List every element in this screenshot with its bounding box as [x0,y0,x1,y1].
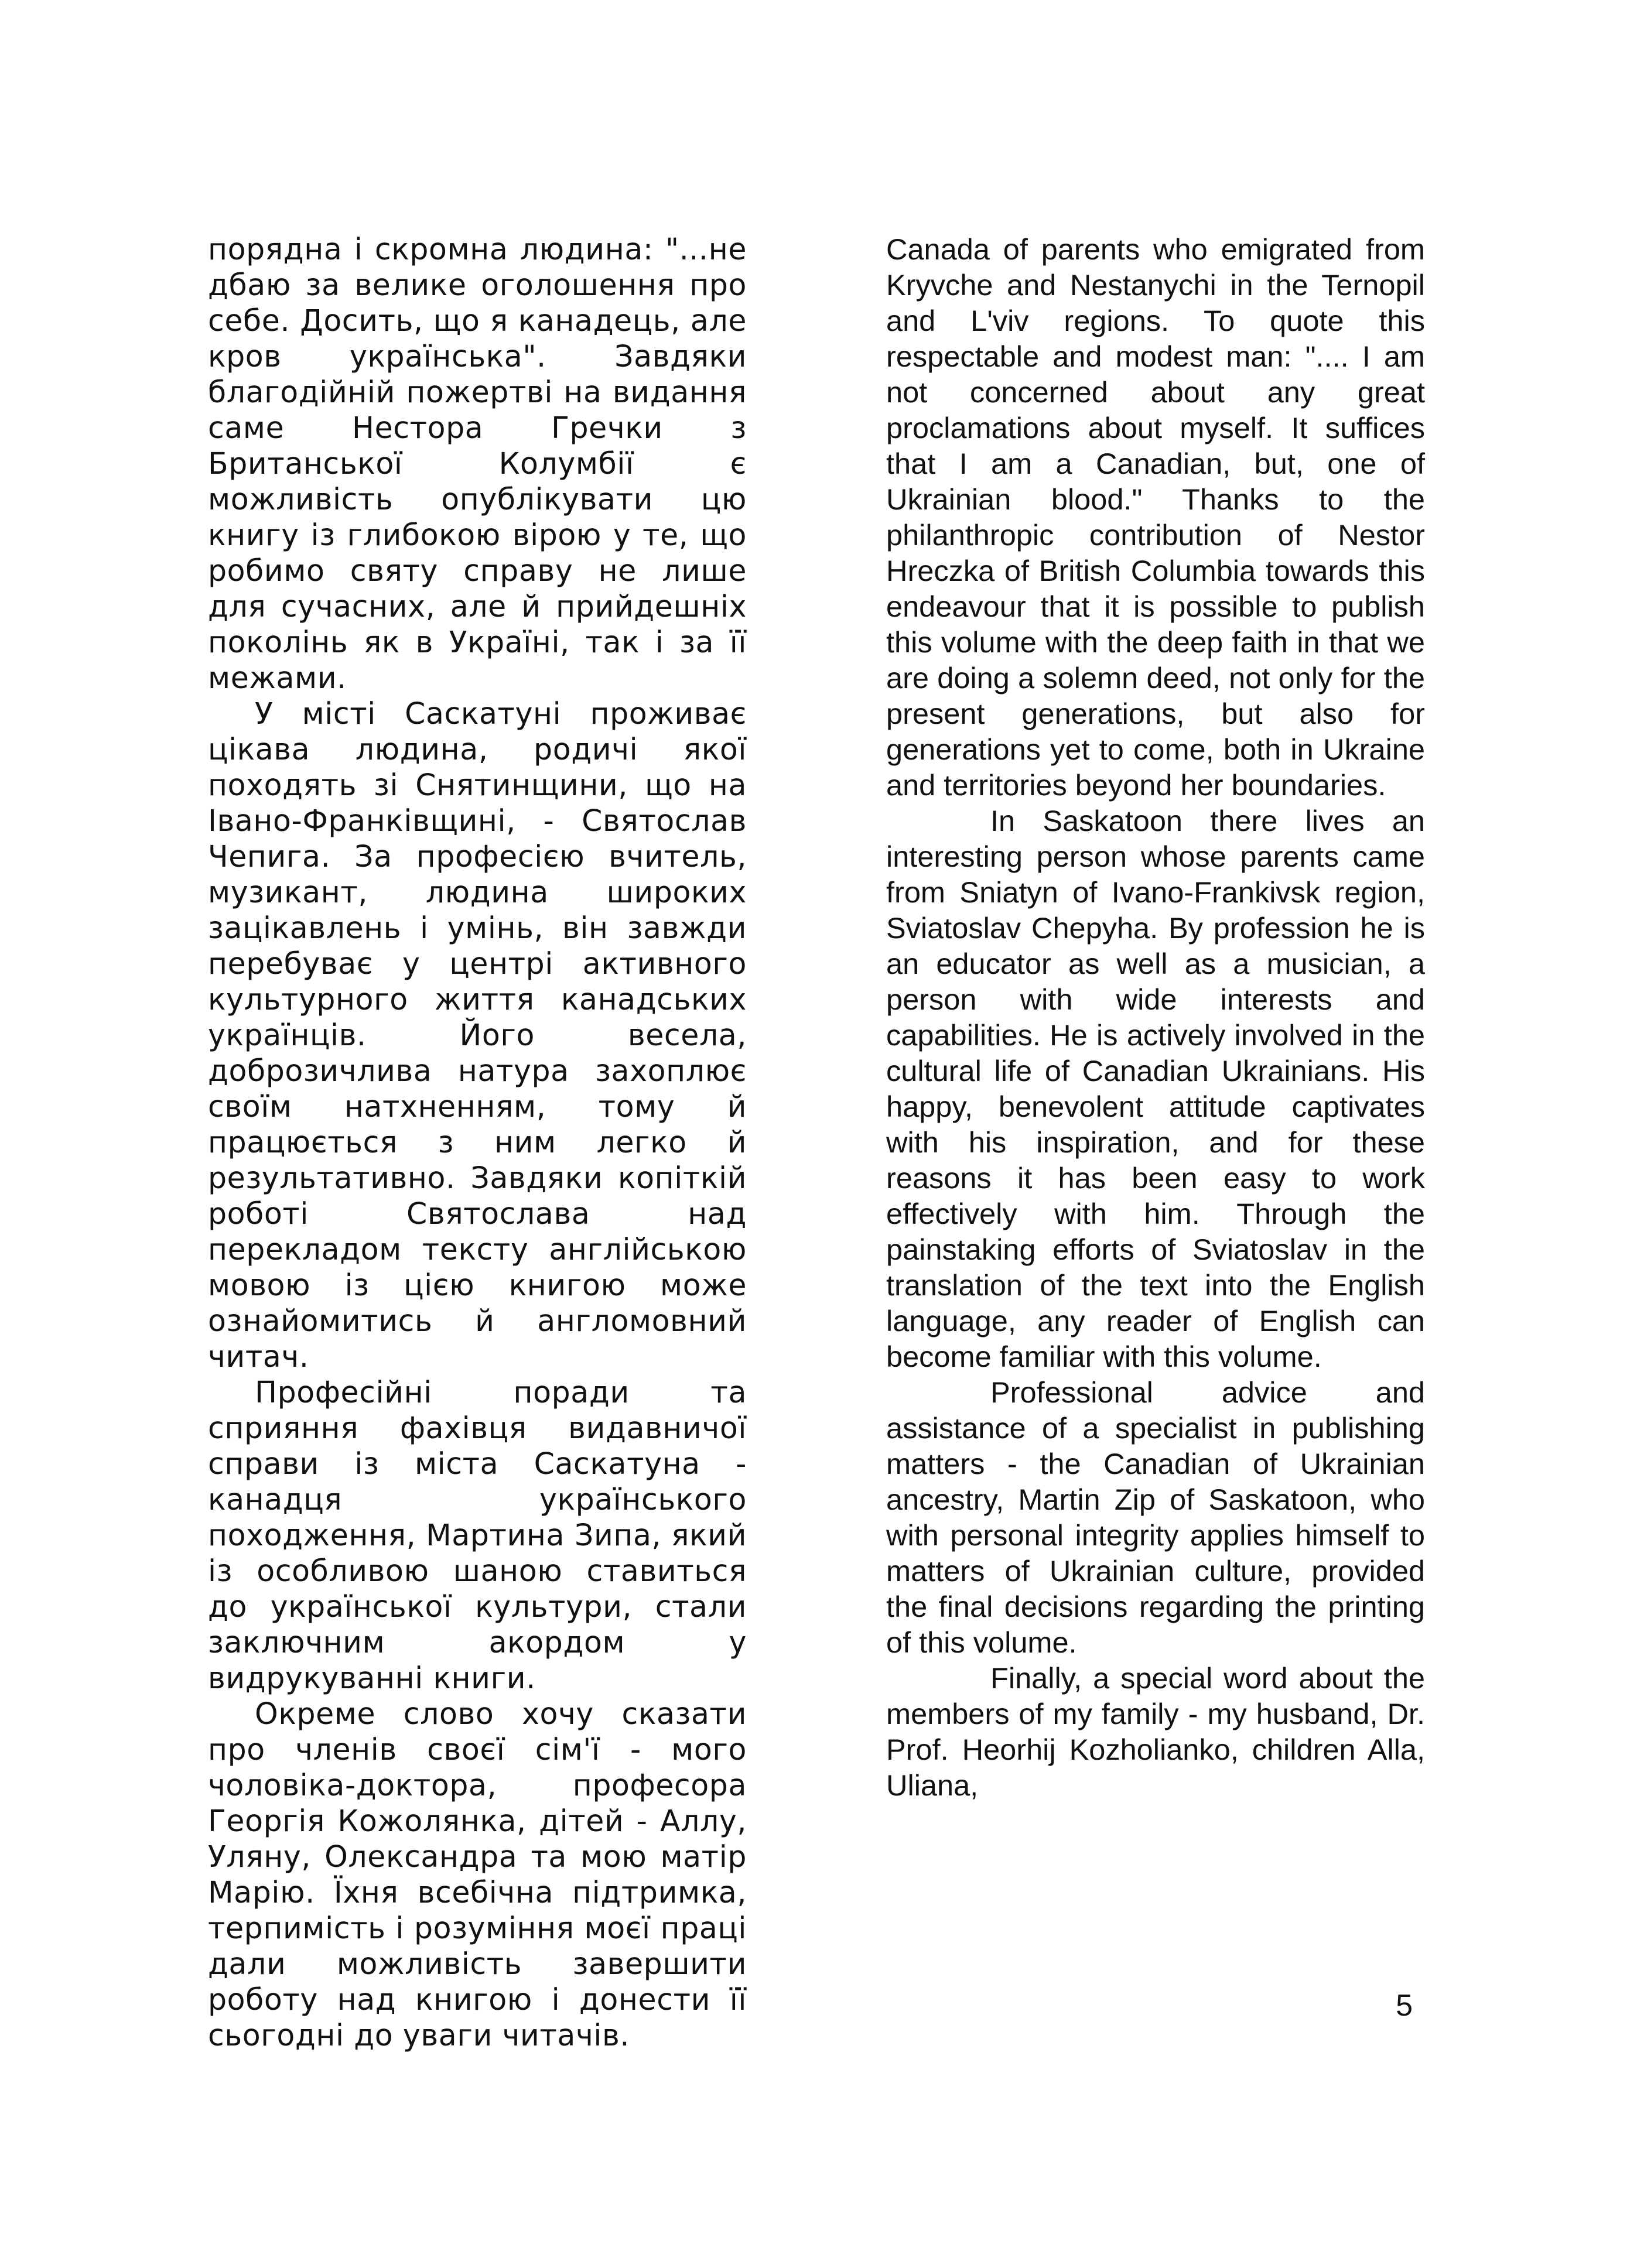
page-number: 5 [1396,1989,1413,2023]
ukrainian-paragraph-1: порядна і скромна людина: "...не дбаю за велике оголошення про себе. Досить, що я канадець, але кров українська". Завдяки благодійній пожертві на видання саме Нестора Гречки з Британської Колумбії є можливість опублікувати цю книгу із глибокою вірою у те, що робимо святу справу не лише для сучасних, але й прийдешніх поколінь як в Україні, так і за її межами. [208,232,747,695]
ukrainian-text-column [208,231,747,2053]
ukrainian-paragraph-3: Професійні поради та сприяння фахівця видавничої справи із міста Саскатуна - канадця українського походження, Мартина Зипа, який із особливою шаною ставиться до української культури, стали заключним акордом у видрукуванні книги. [208,1375,747,1695]
english-paragraph-1: Canada of parents who emigrated from Kryvche and Nestanychi in the Ternopil and L'viv regions. To quote this respectable and modest man: ".... I am not concerned about any great proclamations about myself. It suffices that I am a Canadian, but, one of Ukrainian blood." Thanks to the philanthropic contribution of Nestor Hreczka of British Columbia towards this endeavour that it is possible to publish this volume with the deep faith in that we are doing a solemn deed, not only for the present generations, but also for generations yet to come, both in Ukraine and territories beyond her boundaries. [886,232,1425,802]
ukrainian-paragraph-2: У місті Саскатуні проживає цікава людина, родичі якої походять зі Снятинщини, що на Івано-Франківщині, - Святослав Чепига. За професією вчитель, музикант, людина широких зацікавлень і умінь, він завжди перебуває у центрі активного культурного життя канадських українців. Його весела, доброзичлива натура захоплює своїм натхненням, тому й працюється з ним легко й результативно. Завдяки копіткій роботі Святослава над перекладом тексту англійською мовою із цією книгою може ознайомитись й англомовний читач. [208,696,747,1374]
english-paragraph-3: Professional advice and assistance of a specialist in publishing matters - the Canadian of Ukrainian ancestry, Martin Zip of Saskatoon, who with personal integrity applies himself to matters of Ukrainian culture, provided the final decisions regarding the printing of this volume. [886,1376,1425,1659]
english-paragraph-2: In Saskatoon there lives an interesting person whose parents came from Sniatyn of Ivano-Frankivsk region, Sviatoslav Chepyha. By profession he is an educator as well as a musician, a person with wide interests and capabilities. He is actively involved in the cultural life of Canadian Ukrainians. His happy, benevolent attitude captivates with his inspiration, and for these reasons it has been easy to work effectively with him. Through the painstaking efforts of Sviatoslav in the translation of the text into the English language, any reader of English can become familiar with this volume. [886,804,1425,1373]
english-text-column [886,231,1425,1803]
ukrainian-paragraph-4: Окреме слово хочу сказати про членів своєї сім'ї - мого чоловіка-доктора, професора Георгія Кожолянка, дітей - Аллу, Уляну, Олександра та мою матір Марію. Їхня всебічна підтримка, терпимість і розуміння моєї праці дали можливість завершити роботу над книгою і донести її сьогодні до уваги читачів. [208,1696,747,2053]
english-paragraph-4: Finally, a special word about the members of my family - my husband, Dr. Prof. Heorhij Kozholianko, children Alla, Uliana, [886,1661,1425,1802]
